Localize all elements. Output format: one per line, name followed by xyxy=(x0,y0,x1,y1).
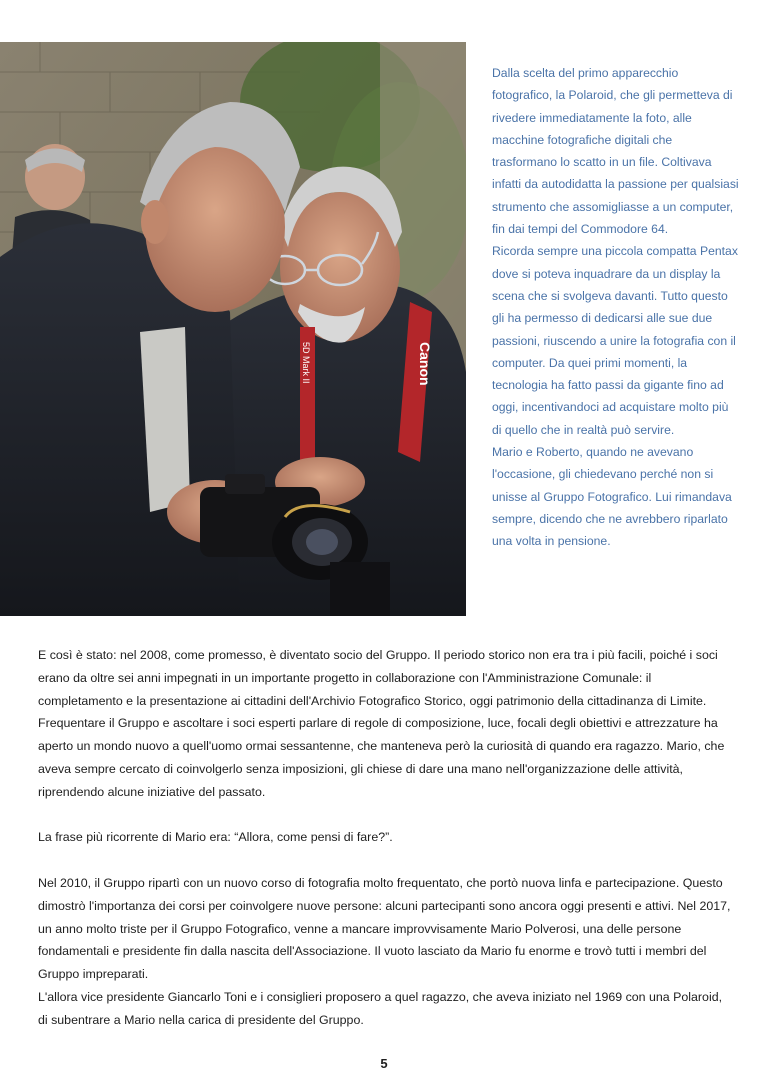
body-paragraph: L'allora vice presidente Giancarlo Toni e i consiglieri proposero a quel ragazzo, che aveva iniziato nel 1969 con una Polaroid, di subentrare a Mario nella carica di presidente del Gruppo. xyxy=(38,989,723,1027)
sidebar-paragraph: Dalla scelta del primo apparecchio fotografico, la Polaroid, che gli permetteva di rivedere immediatamente la foto, alle macchine fotografiche digitali che trasformano lo scatto in un file. Coltivava infatti da autodidatta la passione per qualsiasi strumento che assomigliasse a un computer, fin dai tempi del Commodore 64. xyxy=(492,66,739,237)
sidebar-paragraph: Ricorda sempre una piccola compatta Pentax dove si poteva inquadrare da un display la scena che si svolgeva davanti. Tutto questo gli ha permesso di dedicarsi alle sue due passioni, riuscendo a unire la fotografia con il computer. Da quei primi momenti, la tecnologia ha fatto passi da gigante fino ad oggi, incentivandoci ad acquistare molto più di quello che in realtà può servire. xyxy=(492,244,738,437)
photo-two-men-with-camera xyxy=(0,42,466,616)
photo-illustration xyxy=(0,42,466,616)
main-body-text xyxy=(38,644,734,1032)
body-paragraph: E così è stato: nel 2008, come promesso, è diventato socio del Gruppo. Il periodo storico non era tra i più facili, poiché i soci erano da oltre sei anni impegnati in un importante progetto in collaborazione con l'Amministrazione Comunale: il completamento e la presentazione ai cittadini dell'Archivio Fotografico Storico, oggi patrimonio della cittadinanza di Limite. Frequentare il Gruppo e ascoltare i soci esperti parlare di regole di composizione, luce, focali degli obiettivi e attrezzature ha aperto un mondo nuovo a quell'uomo ormai sessantenne, che manteneva però la curiosità di quando era ragazzo. Mario, che aveva sempre cercato di coinvolgerlo senza imposizioni, gli chiese di dare una mano nell'organizzazione delle attività, riprendendo alcune iniziative del passato. xyxy=(38,648,725,799)
body-paragraph: Nel 2010, il Gruppo ripartì con un nuovo corso di fotografia molto frequentato, che portò nuova linfa e partecipazione. Questo dimostrò l'importanza dei corsi per coinvolgere nuove persone: alcuni partecipanti sono ancora oggi presenti e attivi. Nel 2017, un anno molto triste per il Gruppo Fotografico, venne a mancare improvvisamente Mario Polverosi, una delle persone fondamentali e presidente fin dalla nascita dell'Associazione. Il vuoto lasciato da Mario fu enorme e trovò tutti i membri del Gruppo impreparati. xyxy=(38,875,731,982)
strap-brand-text: Canon xyxy=(417,342,433,386)
strap-model-text: 5D Mark II xyxy=(301,342,311,384)
body-paragraph-quote: La frase più ricorrente di Mario era: “Allora, come pensi di fare?”. xyxy=(38,830,393,845)
page-number: 5 xyxy=(380,1056,388,1071)
sidebar-paragraph: Mario e Roberto, quando ne avevano l'occasione, gli chiedevano perché non si unisse al Gruppo Fotografico. Lui rimandava sempre, dicendo che ne avrebbero riparlato una volta in pensione. xyxy=(492,445,732,549)
sidebar-text xyxy=(492,62,740,553)
